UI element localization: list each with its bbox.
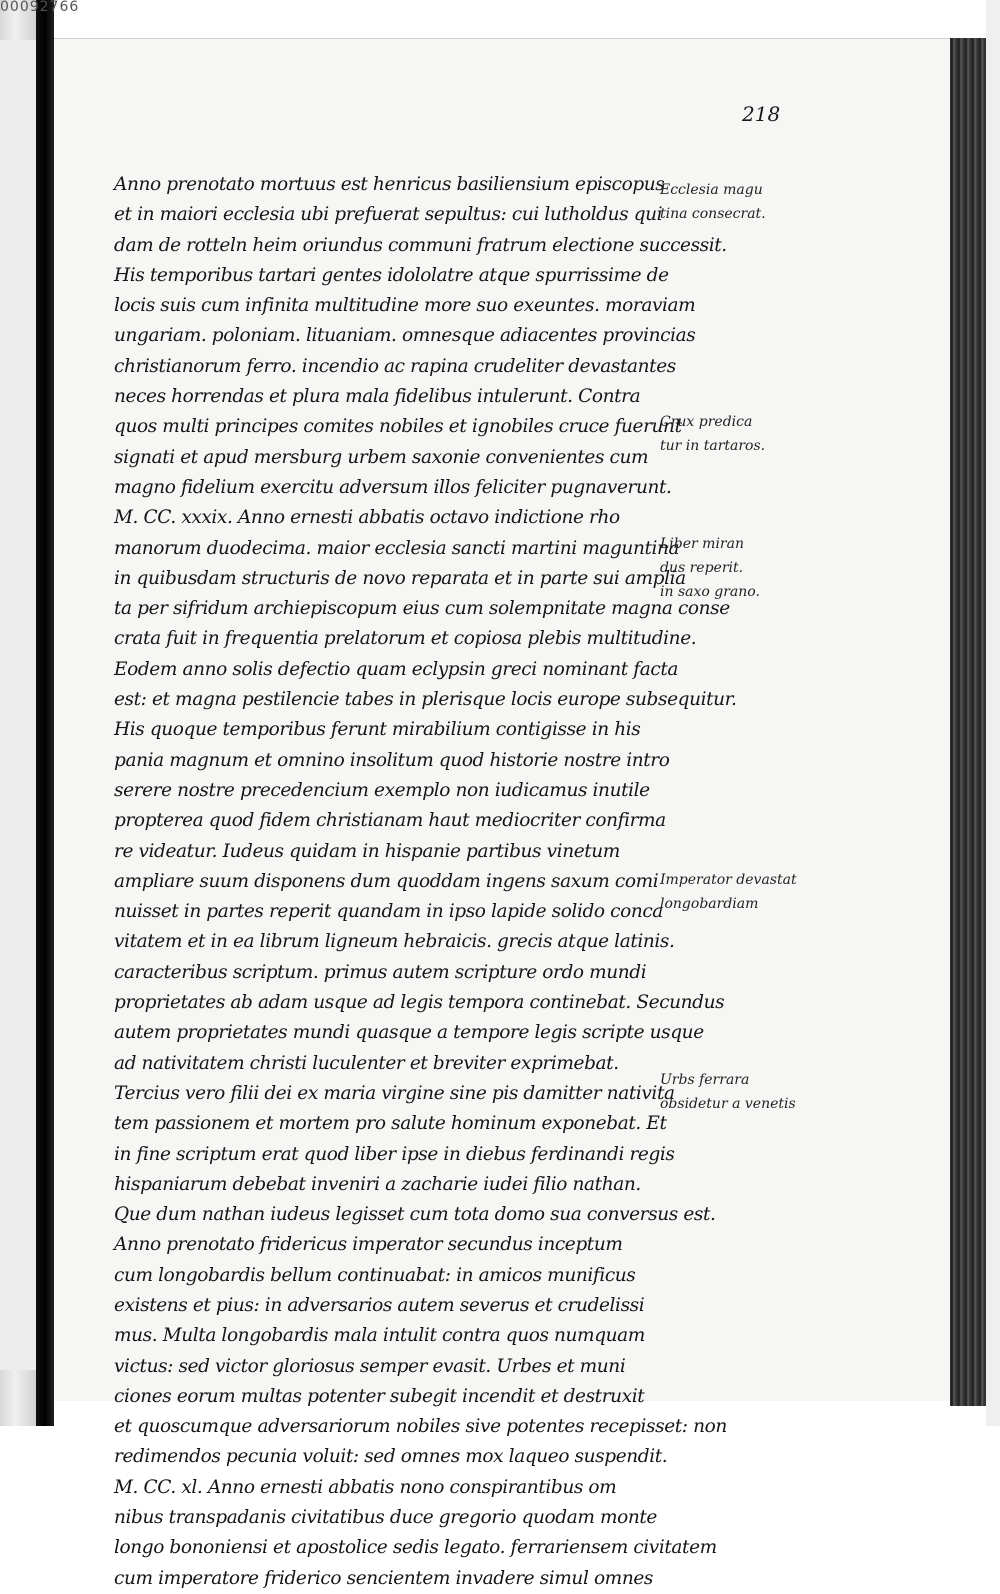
manuscript-text-line: quos multi principes comites nobiles et ignobiles cruce fuerunt — [114, 416, 682, 438]
marginal-note-line: dus reperit. — [660, 560, 744, 576]
manuscript-text-line: His quoque temporibus ferunt mirabilium contigisse in his — [114, 719, 641, 741]
manuscript-text-line: victus: sed victor gloriosus semper evasit. Urbes et muni — [114, 1355, 626, 1377]
marginal-note-line: in saxo grano. — [660, 584, 760, 600]
manuscript-text-line: re videatur. Iudeus quidam in hispanie partibus vinetum — [114, 840, 620, 862]
manuscript-text-line: ungariam. poloniam. lituaniam. omnesque adiacentes provincias — [114, 325, 696, 347]
manuscript-text-line: hispaniarum debebat inveniri a zacharie iudei filio nathan. — [114, 1173, 641, 1195]
manuscript-text-line: proprietates ab adam usque ad legis tempora continebat. Secundus — [114, 992, 725, 1014]
manuscript-text-line: nibus transpadanis civitatibus duce gregorio quodam monte — [114, 1507, 657, 1529]
marginal-note — [660, 868, 810, 916]
left-page-fragment — [0, 40, 37, 1370]
manuscript-text-line: neces horrendas et plura mala fidelibus intulerunt. Contra — [114, 386, 641, 408]
manuscript-text-line: et quoscumque adversariorum nobiles sive potentes recepisset: non — [114, 1416, 727, 1438]
manuscript-text-line: est: et magna pestilencie tabes in plerisque locis europe subsequitur. — [114, 689, 737, 711]
marginal-note-line: tina consecrat. — [660, 206, 766, 222]
manuscript-text-line: Anno prenotato fridericus imperator secundus inceptum — [114, 1234, 623, 1256]
manuscript-text-line: Tercius vero filii dei ex maria virgine sine pis damitter nativita — [114, 1082, 675, 1104]
marginal-note-line: Urbs ferrara — [660, 1072, 750, 1088]
manuscript-text-line: M. CC. xxxix. Anno ernesti abbatis octavo indictione rho — [114, 507, 620, 529]
manuscript-text-line: existens et pius: in adversarios autem severus et crudelissi — [114, 1294, 645, 1316]
manuscript-text-line: in quibusdam structuris de novo reparata et in parte sui amplia — [114, 567, 686, 589]
manuscript-text-line: His temporibus tartari gentes idololatre atque spurrissime de — [114, 264, 669, 286]
manuscript-text-line: ampliare suum disponens dum quoddam ingens saxum comi — [114, 870, 659, 892]
manuscript-text-line: tem passionem et mortem pro salute hominum exponebat. Et — [114, 1113, 667, 1135]
manuscript-text-line: manorum duodecima. maior ecclesia sancti martini maguntina — [114, 537, 680, 559]
manuscript-text-line: in fine scriptum erat quod liber ipse in diebus ferdinandi regis — [114, 1143, 675, 1165]
marginal-note-line: Crux predica — [660, 414, 753, 430]
manuscript-text-line: christianorum ferro. incendio ac rapina crudeliter devastantes — [114, 355, 676, 377]
manuscript-text-line: crata fuit in frequentia prelatorum et copiosa plebis multitudine. — [114, 628, 697, 650]
scan-background — [986, 0, 1000, 1426]
manuscript-text-line: serere nostre precedencium exemplo non iudicamus inutile — [114, 779, 650, 801]
manuscript-text-line: mus. Multa longobardis mala intulit contra quos numquam — [114, 1325, 645, 1347]
folio-number: 218 — [742, 102, 781, 126]
manuscript-text-line: cum longobardis bellum continuabat: in amicos munificus — [114, 1264, 636, 1286]
page-block-edge — [950, 38, 986, 1406]
manuscript-text-line: caracteribus scriptum. primus autem scripture ordo mundi — [114, 961, 647, 983]
marginal-note-line: longobardiam — [660, 896, 759, 912]
marginal-note — [660, 410, 810, 458]
manuscript-text-line: ciones eorum multas potenter subegit incendit et destruxit — [114, 1385, 645, 1407]
scan-identifier: 00092766 — [0, 0, 80, 15]
manuscript-text-line: magno fidelium exercitu adversum illos feliciter pugnaverunt. — [114, 476, 672, 498]
manuscript-text-line: dam de rotteln heim oriundus communi fratrum electione successit. — [114, 234, 727, 256]
marginal-note-line: obsidetur a venetis — [660, 1096, 796, 1112]
manuscript-text-line: Eodem anno solis defectio quam eclypsin greci nominant facta — [114, 658, 679, 680]
manuscript-text-line: Anno prenotato mortuus est henricus basiliensium episcopus — [114, 174, 665, 195]
marginal-note — [660, 178, 810, 226]
marginal-note-line: Liber miran — [660, 536, 744, 552]
manuscript-text-line: vitatem et in ea librum ligneum hebraicis. grecis atque latinis. — [114, 931, 675, 953]
marginal-note-line: Imperator devastat — [660, 872, 797, 888]
marginal-note-line: Ecclesia magu — [660, 182, 763, 198]
manuscript-text-line: Que dum nathan iudeus legisset cum tota domo sua conversus est. — [114, 1204, 716, 1226]
marginal-note — [660, 1068, 810, 1116]
marginal-note — [660, 532, 810, 604]
manuscript-text-line: longo bononiensi et apostolice sedis legato. ferrariensem civitatem — [114, 1537, 717, 1559]
manuscript-text-line: nuisset in partes reperit quandam in ipso lapide solido conca — [114, 901, 663, 923]
manuscript-text-line: locis suis cum infinita multitudine more suo exeuntes. moraviam — [114, 295, 696, 317]
manuscript-text-line: autem proprietates mundi quasque a tempore legis scripte usque — [114, 1022, 704, 1044]
manuscript-text-line: signati et apud mersburg urbem saxonie convenientes cum — [114, 446, 649, 468]
manuscript-text-line: ta per sifridum archiepiscopum eius cum solempnitate magna conse — [114, 598, 730, 620]
manuscript-text-line: cum imperatore friderico sencientem invadere simul omnes — [114, 1567, 653, 1589]
manuscript-text-line: redimendos pecunia voluit: sed omnes mox laqueo suspendit. — [114, 1446, 668, 1468]
manuscript-text-line: pania magnum et omnino insolitum quod historie nostre intro — [114, 749, 670, 771]
manuscript-text-line: ad nativitatem christi luculenter et breviter exprimebat. — [114, 1052, 619, 1074]
book-gutter — [36, 0, 54, 1426]
manuscript-text-line: M. CC. xl. Anno ernesti abbatis nono conspirantibus om — [114, 1476, 617, 1498]
marginal-note-line: tur in tartaros. — [660, 438, 766, 454]
manuscript-text-line: propterea quod fidem christianam haut mediocriter confirma — [114, 810, 666, 832]
manuscript-text-line: et in maiori ecclesia ubi prefuerat sepultus: cui lutholdus qui — [114, 204, 663, 226]
